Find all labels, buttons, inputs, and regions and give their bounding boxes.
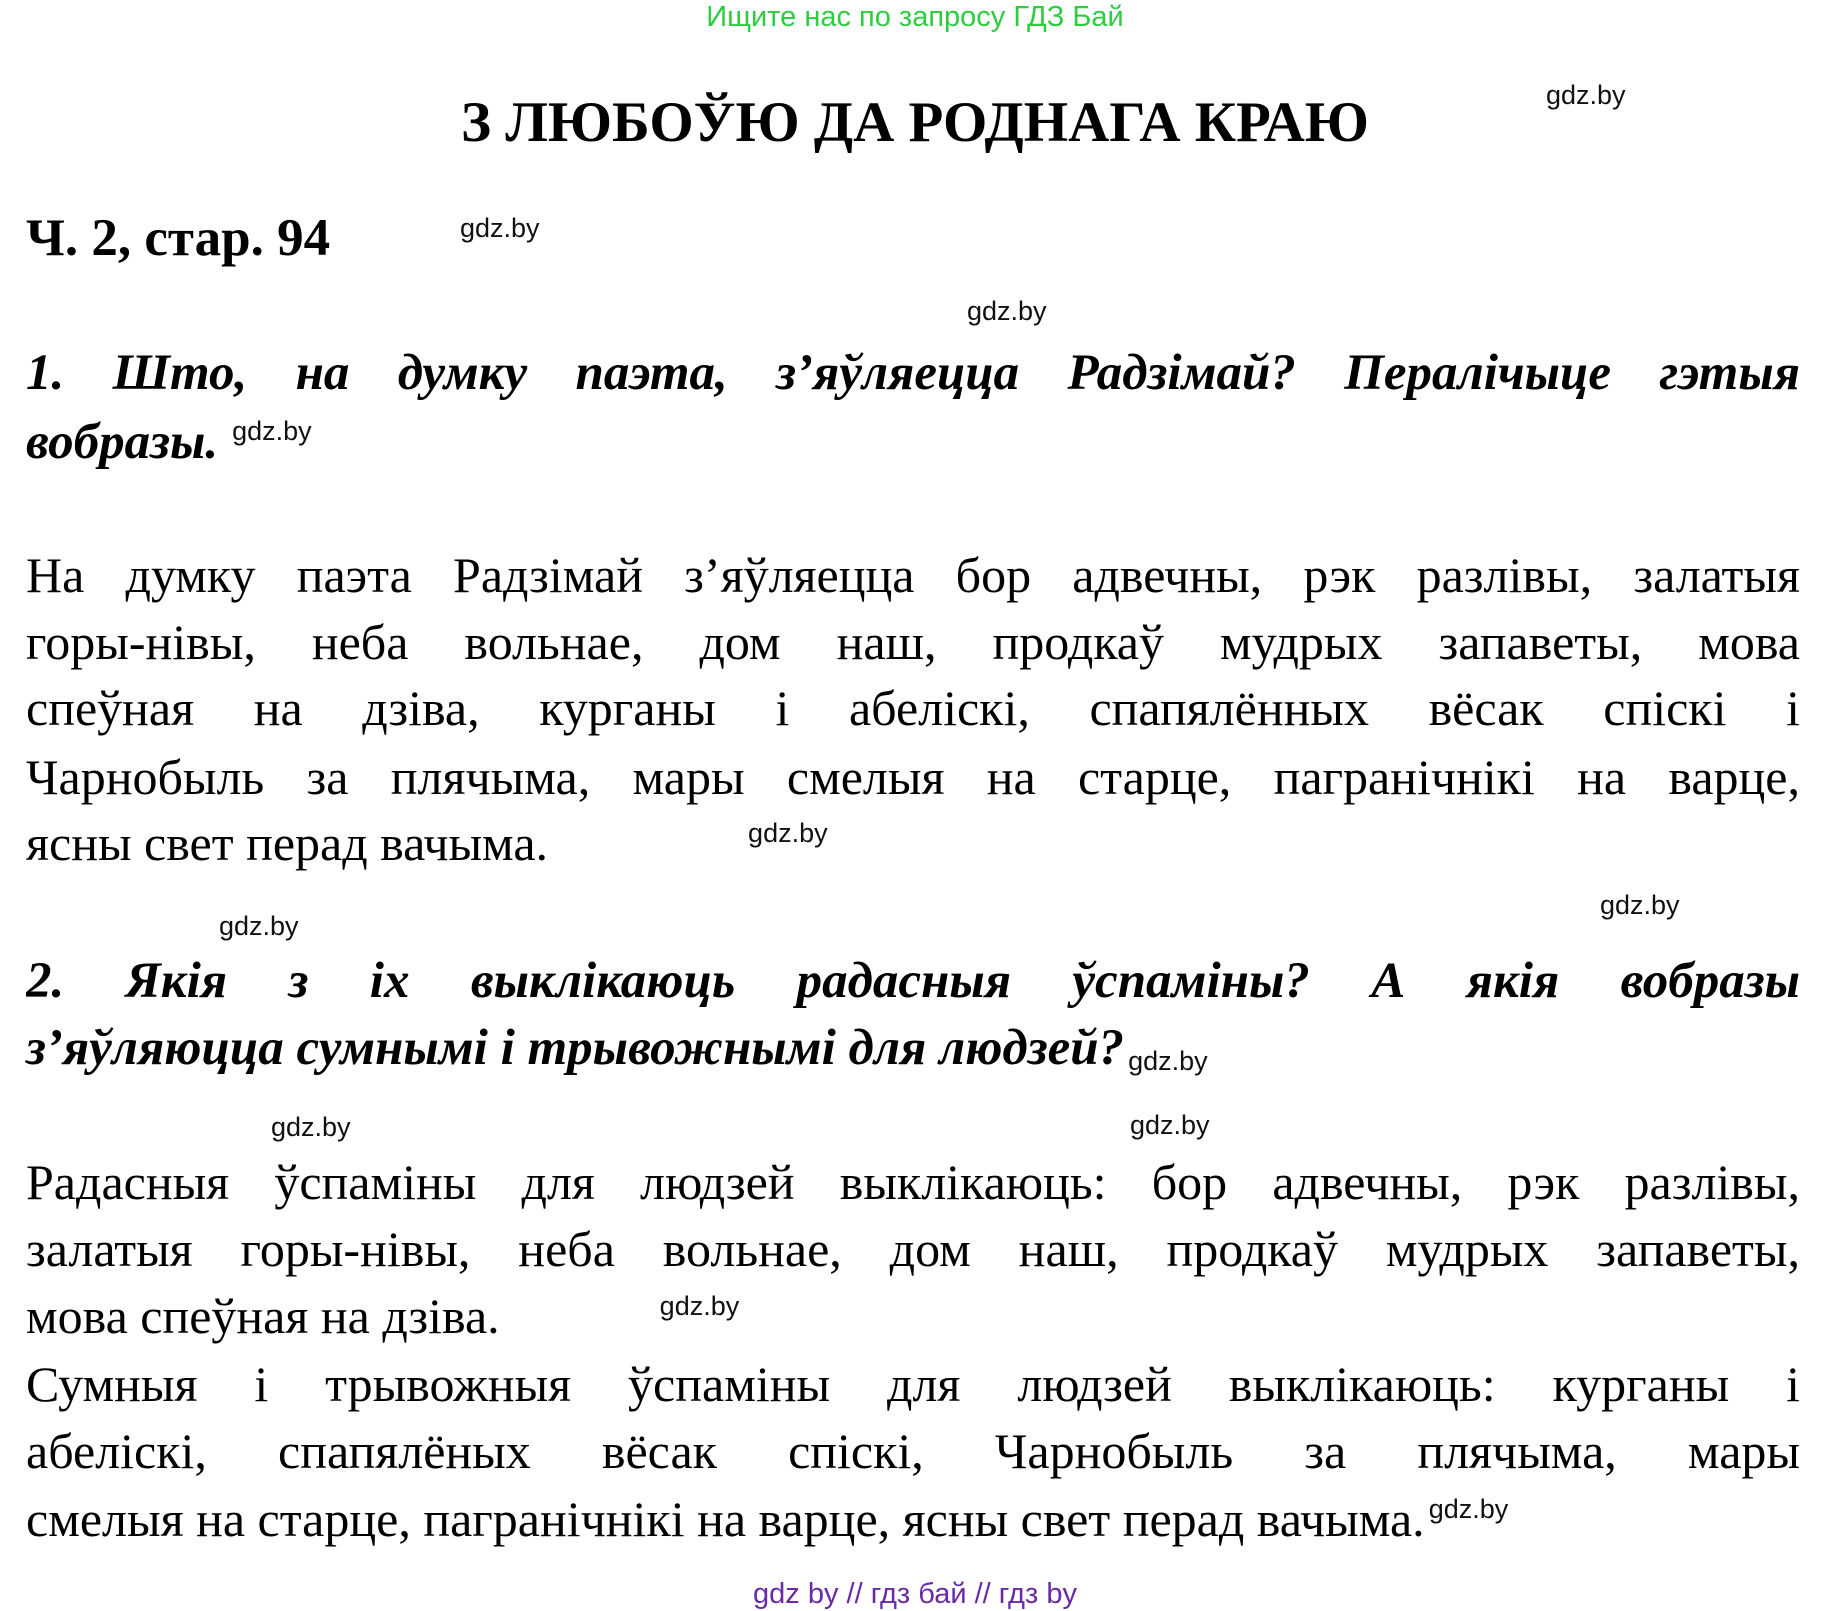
answer-1-text: ясны свет перад вачыма. [26, 815, 549, 871]
answer-2-line: Радасныя ўспаміны для людзей выклікаюць: бор адвечны, рэк разлівы, [26, 1154, 1800, 1210]
watermark: gdz.by [219, 911, 299, 941]
answer-3-line [26, 1486, 1800, 1553]
watermark: gdz.by [748, 818, 828, 848]
title-text: З ЛЮБОЎЮ ДА РОДНАГА КРАЮ [461, 91, 1369, 154]
search-banner[interactable]: Ищите нас по запросу ГДЗ Бай [706, 1, 1124, 33]
answer-3-text: смелыя на старце, пагранічнікі на варце, ясны свет перад вачыма. [26, 1491, 1425, 1547]
watermark: gdz.by [460, 213, 540, 243]
watermark: gdz.by [232, 416, 312, 446]
answer-3-line: абеліскі, спапялёных вёсак спіскі, Чарнобыль за плячыма, мары [26, 1423, 1800, 1479]
footer-links[interactable]: gdz by // гдз бай // гдз by [753, 1578, 1077, 1610]
question-1-line: 1. Што, на думку паэта, з’яўляецца Радзімай? Пералічыце гэтыя [26, 345, 1800, 401]
watermark: gdz.by [271, 1112, 351, 1142]
answer-2-line: залатыя горы-нівы, неба вольнае, дом наш, продкаў мудрых запаветы, [26, 1221, 1800, 1277]
question-2-line: 2. Якія з іх выклікаюць радасныя ўспаміны? А якія вобразы [26, 953, 1800, 1009]
question-1-line [26, 409, 1800, 476]
watermark: gdz.by [967, 296, 1047, 326]
answer-1-line: На думку паэта Радзімай з’яўляецца бор адвечны, рэк разлівы, залатыя [26, 547, 1800, 603]
question-2-text: з’яўляюцца сумнымі і трывожнымі для людзей? [26, 1020, 1125, 1076]
watermark: gdz.by [1600, 890, 1680, 920]
answer-2-line [26, 1283, 1800, 1350]
answer-3-line: Сумныя і трывожныя ўспаміны для людзей выклікаюць: курганы і [26, 1356, 1800, 1412]
watermark: gdz.by [1128, 1046, 1208, 1076]
answer-2-text: мова спеўная на дзіва. [26, 1288, 500, 1344]
watermark: gdz.by [659, 1291, 740, 1321]
watermark: gdz.by [1130, 1110, 1210, 1140]
answer-1-line: горы-нівы, неба вольнае, дом наш, продкаў мудрых запаветы, мова [26, 614, 1800, 670]
watermark: gdz.by [1546, 80, 1626, 110]
question-2-line [26, 1015, 1800, 1082]
answer-1-line: Чарнобыль за плячыма, мары смелыя на старце, пагранічнікі на варце, [26, 749, 1800, 805]
section-heading: Ч. 2, стар. 94 [26, 209, 331, 267]
answer-1-line: спеўная на дзіва, курганы і абеліскі, спапялённых вёсак спіскі і [26, 680, 1800, 736]
answer-1-line [26, 810, 1800, 877]
watermark: gdz.by [1428, 1494, 1509, 1524]
question-1-text: вобразы. [26, 414, 219, 470]
